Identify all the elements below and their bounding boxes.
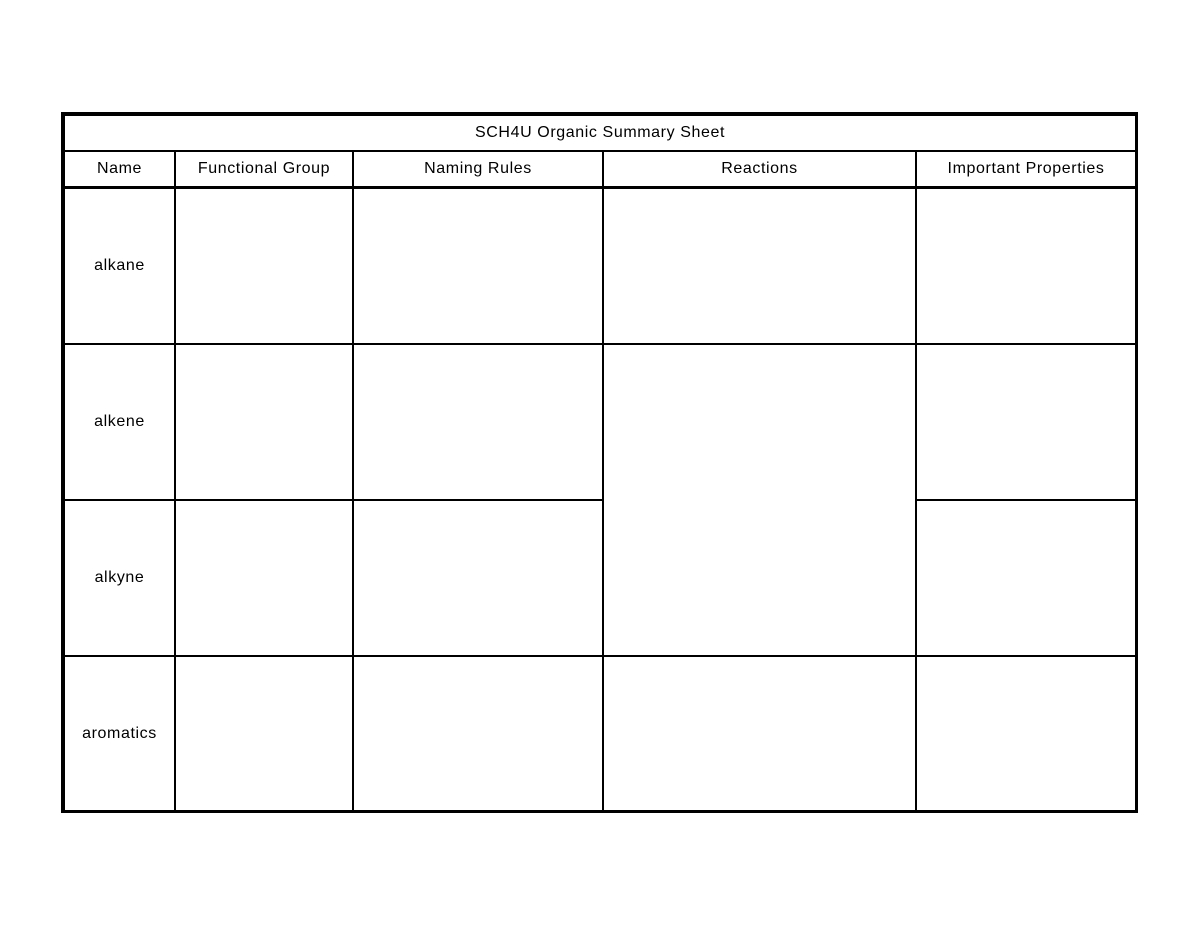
cell-reactions-alkene-alkyne[interactable] [603, 344, 916, 656]
header-name: Name [65, 151, 175, 188]
cell-functional-group-alkane[interactable] [175, 188, 353, 345]
table-row [65, 656, 1135, 811]
cell-properties-alkene[interactable] [916, 344, 1135, 500]
cell-naming-rules-alkane[interactable] [353, 188, 603, 345]
header-naming-rules: Naming Rules [353, 151, 603, 188]
cell-reactions-aromatics[interactable] [603, 656, 916, 811]
cell-properties-aromatics[interactable] [916, 656, 1135, 811]
summary-sheet [61, 112, 1138, 813]
cell-properties-alkane[interactable] [916, 188, 1135, 345]
cell-reactions-alkane[interactable] [603, 188, 916, 345]
table-row [65, 500, 1135, 656]
cell-functional-group-aromatics[interactable] [175, 656, 353, 811]
table-row [65, 344, 1135, 500]
table-row [65, 188, 1135, 345]
summary-table [65, 116, 1135, 811]
cell-functional-group-alkene[interactable] [175, 344, 353, 500]
cell-naming-rules-alkyne[interactable] [353, 500, 603, 656]
header-reactions: Reactions [603, 151, 916, 188]
sheet-title: SCH4U Organic Summary Sheet [65, 116, 1135, 151]
row-name-aromatics: aromatics [65, 656, 175, 811]
row-name-alkane: alkane [65, 188, 175, 345]
header-row [65, 151, 1135, 188]
header-important-properties: Important Properties [916, 151, 1135, 188]
row-name-alkene: alkene [65, 344, 175, 500]
cell-properties-alkyne[interactable] [916, 500, 1135, 656]
cell-functional-group-alkyne[interactable] [175, 500, 353, 656]
row-name-alkyne: alkyne [65, 500, 175, 656]
cell-naming-rules-aromatics[interactable] [353, 656, 603, 811]
header-functional-group: Functional Group [175, 151, 353, 188]
cell-naming-rules-alkene[interactable] [353, 344, 603, 500]
